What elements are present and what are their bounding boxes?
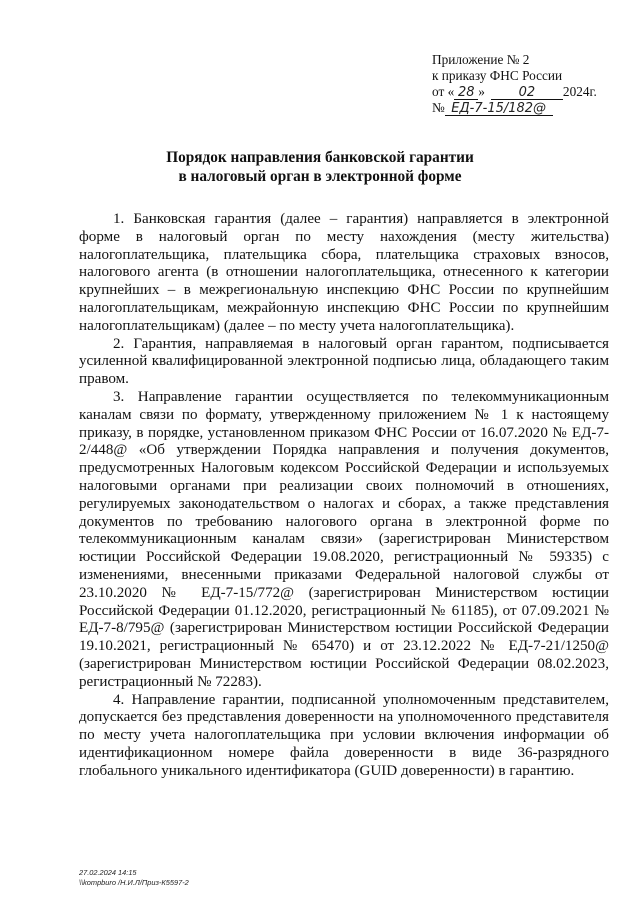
date-month-handwritten: 02 [491, 86, 563, 100]
date-day-handwritten: 28 [454, 86, 478, 100]
date-prefix: от « [432, 84, 455, 99]
document-body [79, 211, 609, 781]
date-separator: » [478, 84, 485, 99]
title-line-1: Порядок направления банковской гарантии [166, 149, 474, 166]
footer-file-path: \\kompburo /Н.И.Л/Приз-К5597-2 [79, 878, 189, 887]
appendix-date [432, 84, 632, 100]
document-title [0, 148, 640, 186]
appendix-block [432, 52, 632, 116]
paragraph-1: 1. Банковская гарантия (далее – гарантия) направляется в электронной форме в налоговый орган по месту нахождения (месту жительства) налогоплательщика, плательщика сбора, плательщика страховых взносов, налогового агента (в отношении налогоплательщика, отнесенного к категории крупнейших – в межрегиональную инспекцию ФНС России по крупнейшим налогоплательщикам, межрайонную инспекцию ФНС России по крупнейшим налогоплательщикам) (далее – по месту учета налогоплательщика). [79, 211, 609, 334]
paragraph-2: 2. Гарантия, направляемая в налоговый орган гарантом, подписывается усиленной квалифицированной электронной подписью лица, обладающего таким правом. [79, 335, 609, 388]
number-prefix: № [432, 100, 445, 115]
date-year: 2024 [562, 84, 590, 99]
appendix-label: Приложение № 2 [432, 52, 530, 67]
date-year-suffix: г. [589, 84, 597, 99]
title-line-2: в налоговый орган в электронной форме [178, 168, 462, 185]
appendix-order-reference: к приказу ФНС России [432, 68, 563, 83]
appendix-number [432, 100, 632, 116]
order-number-handwritten: ЕД-7-15/182@ [445, 102, 553, 116]
footer-timestamp: 27.02.2024 14:15 [79, 868, 137, 877]
paragraph-3: 3. Направление гарантии осуществляется по телекоммуникационным каналам связи по формату, утвержденному приложением № 1 к настоящему приказу, в порядке, установленном приказом ФНС России от 16.07.2020 № ЕД-7-2/448@ «Об утверждении Порядка направления и получения документов, предусмотренных Налоговым кодексом Российской Федерации и используемых налоговыми органами при реализации своих полномочий в отношениях, регулируемых законодательством о налогах и сборах, а также представления документов по требованию налогового органа в электронной форме по телекоммуникационным каналам связи» (зарегистрирован Министерством юстиции Российской Федерации 19.08.2020, регистрационный № 59335) с изменениями, внесенными приказами Федеральной налоговой службы от 23.10.2020 № ЕД-7-15/772@ (зарегистрирован Министерством юстиции Российской Федерации 01.12.2020, регистрационный № 61185), от 07.09.2021 № ЕД-7-8/795@ (зарегистрирован Министерством юстиции Российской Федерации 19.10.2021, регистрационный № 65470) и от 23.12.2022 № ЕД-7-21/1250@ (зарегистрирован Министерством юстиции Российской Федерации 08.02.2023, регистрационный № 72283). [79, 388, 609, 690]
print-footer [79, 868, 189, 888]
paragraph-4: 4. Направление гарантии, подписанной уполномоченным представителем, допускается без представления доверенности на уполномоченного представителя по месту учета налогоплательщика при условии включения информации об идентификационном номере файла доверенности в виде 36-разрядного глобального уникального идентификатора (GUID доверенности) в гарантию. [79, 691, 609, 779]
